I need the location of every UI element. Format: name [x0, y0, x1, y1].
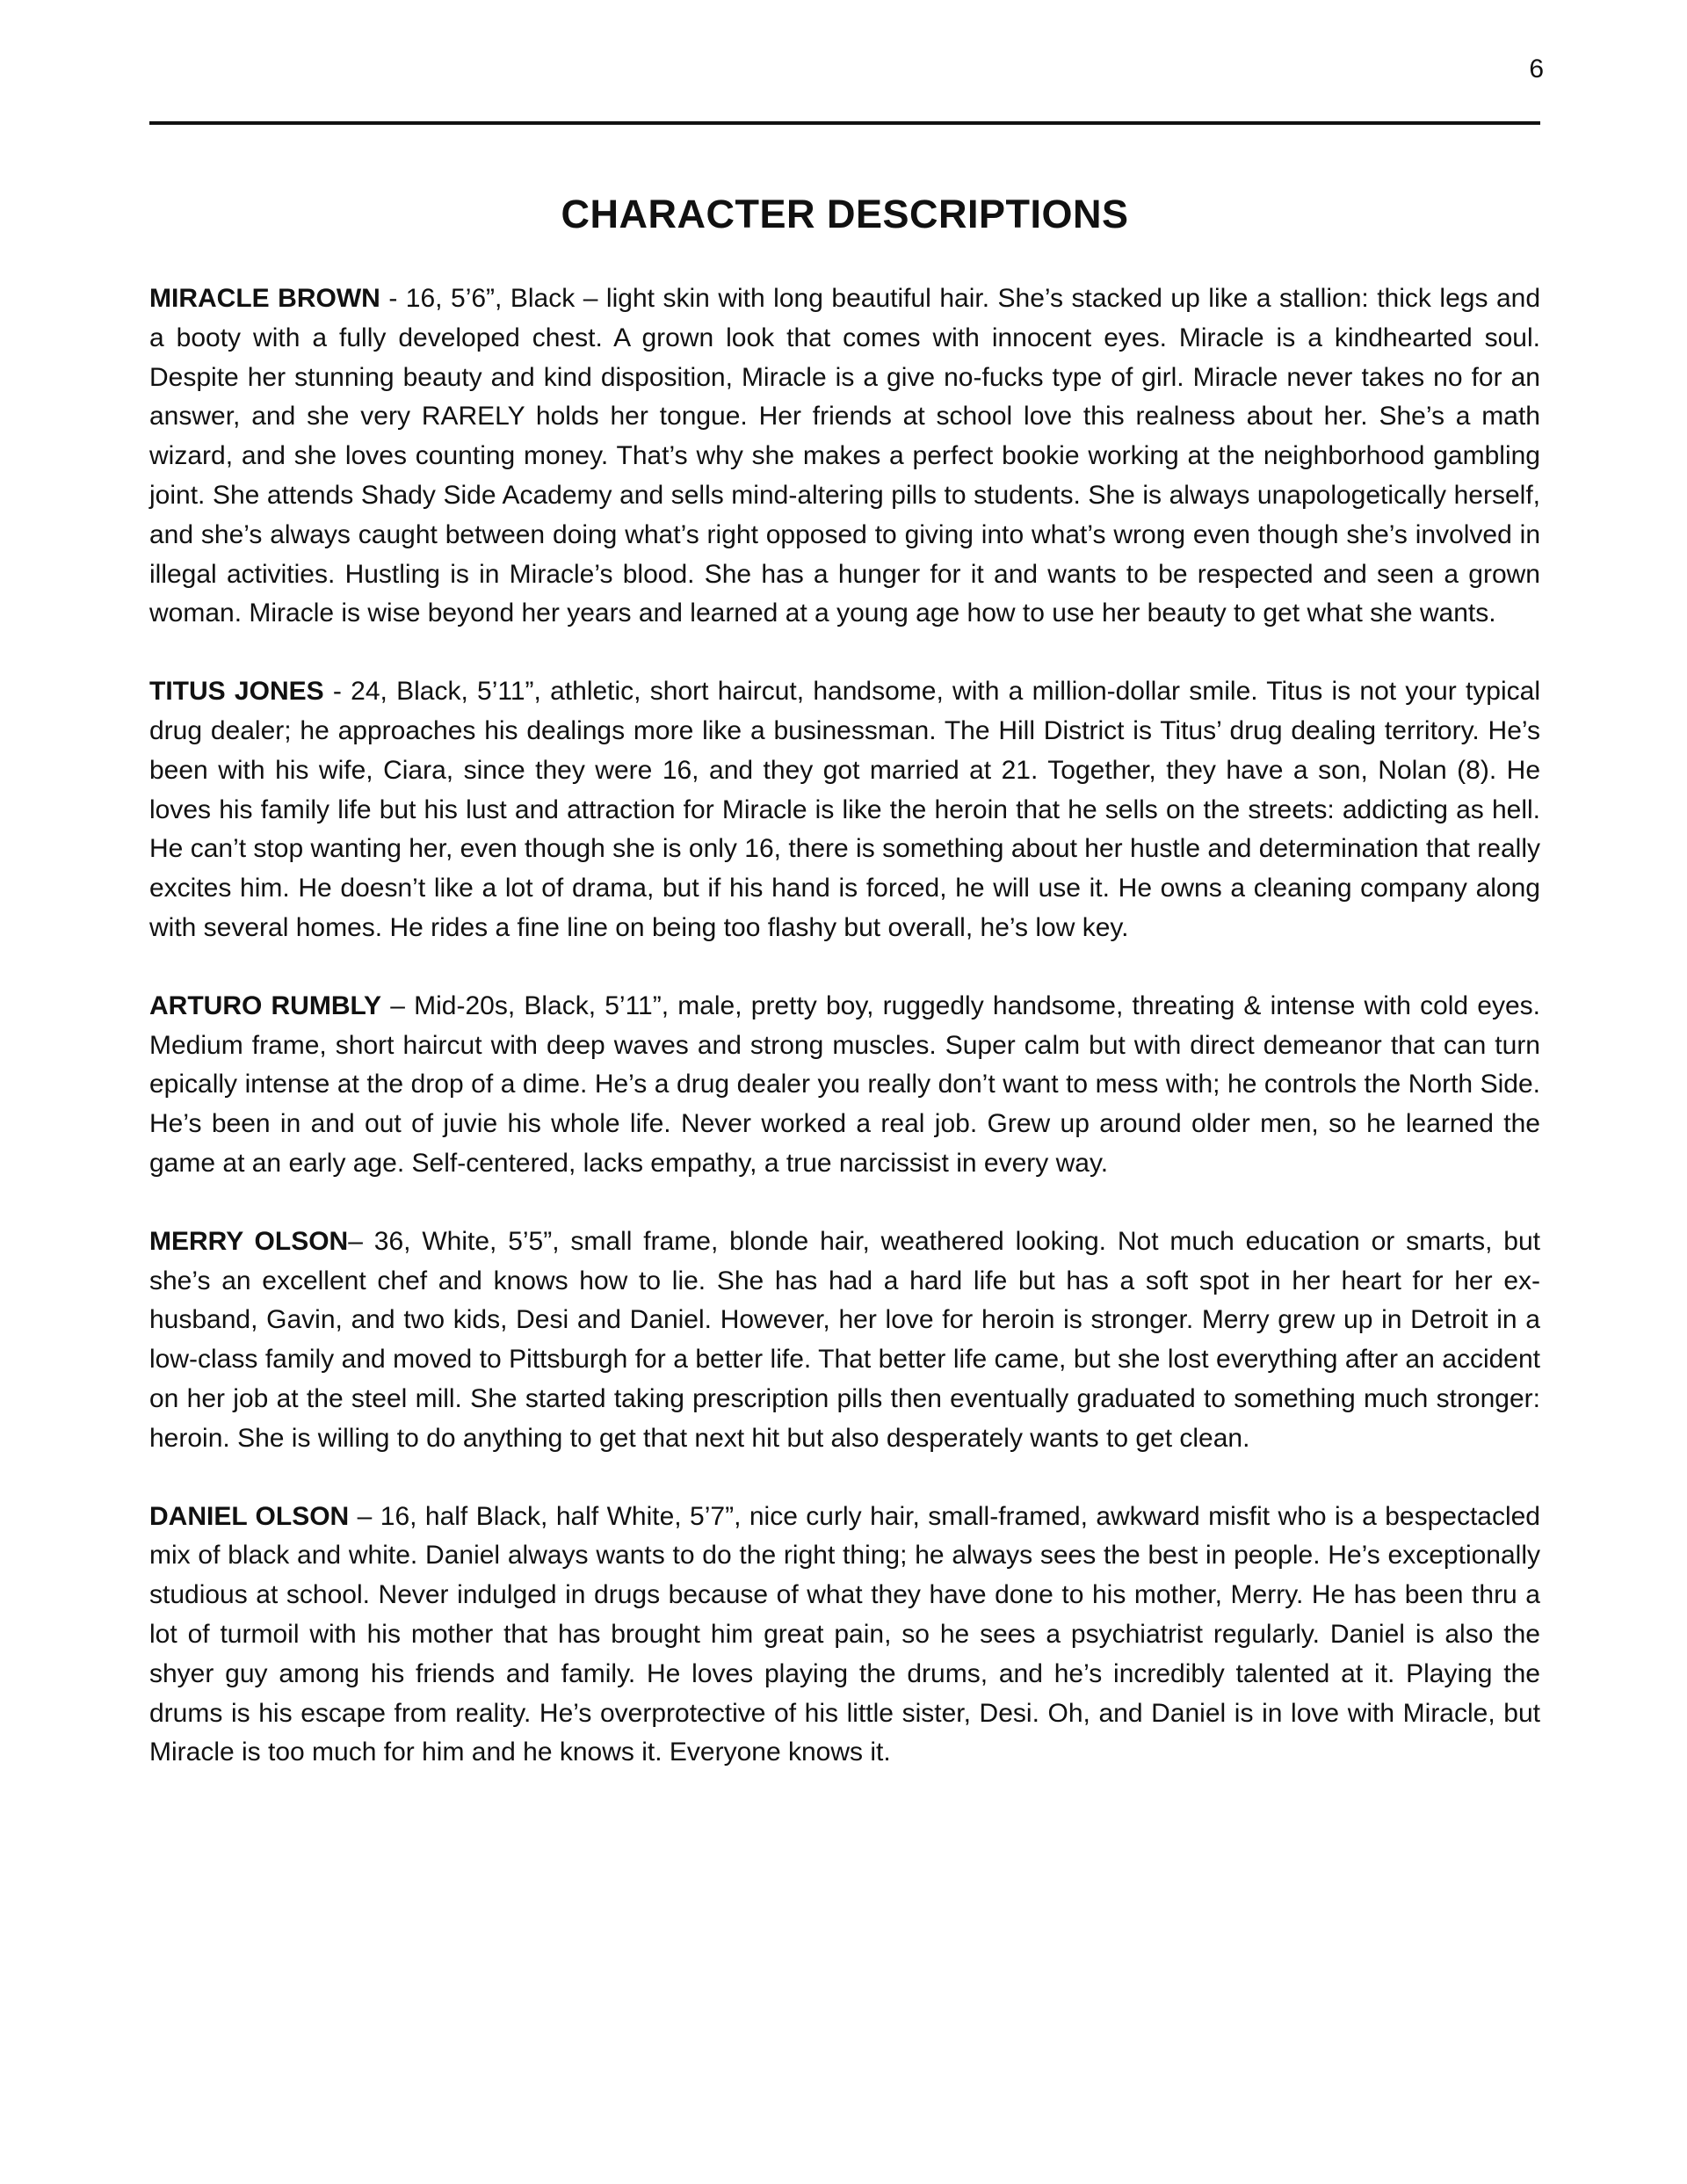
character-description: – 36, White, 5’5”, small frame, blonde hair, weathered looking. Not much education or smarts, but she’s an excellent chef and knows how to lie. She has had a hard life but has a soft spot in her heart for her ex-husband, Gavin, and two kids, Desi and Daniel. However, her love for heroin is stronger. Merry grew up in Detroit in a low-class family and moved to Pittsburgh for a better life. That better life came, but she lost everything after an accident on her job at the steel mill. She started taking prescription pills then eventually graduated to something much stronger: heroin. She is willing to do anything to get that next hit but also desperately wants to get clean. [149, 1226, 1540, 1453]
character-description: - 24, Black, 5’11”, athletic, short haircut, handsome, with a million-dollar smile. Titus is not your typical drug dealer; he approaches his dealings more like a businessman. The Hill District is Titus’ drug dealing territory. He’s been with his wife, Ciara, since they were 16, and they got married at 21. Together, they have a son, Nolan (8). He loves his family life but his lust and attraction for Miracle is like the heroin that he sells on the streets: addicting as hell. He can’t stop wanting her, even though she is only 16, there is something about her hustle and determination that really excites him. He doesn’t like a lot of drama, but if his hand is forced, he will use it. He owns a cleaning company along with several homes. He rides a fine line on being too flashy but overall, he’s low key. [149, 677, 1540, 942]
character-description: – 16, half Black, half White, 5’7”, nice curly hair, small-framed, awkward misfit who is a bespectacled mix of black and white. Daniel always wants to do the right thing; he always sees the best in people. He’s exceptionally studious at school. Never indulged in drugs because of what they have done to his mother, Merry. He has been thru a lot of turmoil with his mother that has brought him great pain, so he sees a psychiatrist regularly. Daniel is also the shyer guy among his friends and family. He loves playing the drums, and he’s incredibly talented at it. Playing the drums is his escape from reality. He’s overprotective of his little sister, Desi. Oh, and Daniel is in love with Miracle, but Miracle is too much for him and he knows it. Everyone knows it. [149, 1501, 1540, 1767]
page-title: CHARACTER DESCRIPTIONS [561, 192, 1129, 236]
character-entry-daniel-olson [149, 1498, 1540, 1774]
character-name: DANIEL OLSON [149, 1501, 350, 1531]
character-entry-merry-olson [149, 1223, 1540, 1459]
character-name: MERRY OLSON [149, 1226, 349, 1256]
character-entry-titus-jones [149, 672, 1540, 948]
character-description: – Mid-20s, Black, 5’11”, male, pretty boy, ruggedly handsome, threating & intense with cold eyes. Medium frame, short haircut with deep waves and strong muscles. Super calm but with direct demeanor that can turn epically intense at the drop of a dime. He’s a drug dealer you really don’t want to mess with; he controls the North Side. He’s been in and out of juvie his whole life. Never worked a real job. Grew up around older men, so he learned the game at an early age. Self-centered, lacks empathy, a true narcissist in every way. [149, 990, 1540, 1178]
character-name: ARTURO RUMBLY [149, 990, 382, 1020]
character-entry-arturo-rumbly [149, 987, 1540, 1184]
character-description: - 16, 5’6”, Black – light skin with long beautiful hair. She’s stacked up like a stallion: thick legs and a booty with a fully developed chest. A grown look that comes with innocent eyes. Miracle is a kindhearted soul. Despite her stunning beauty and kind disposition, Miracle is a give no-fucks type of girl. Miracle never takes no for an answer, and she very RARELY holds her tongue. Her friends at school love this realness about her. She’s a math wizard, and she loves counting money. That’s why she makes a perfect bookie working at the neighborhood gambling joint. She attends Shady Side Academy and sells mind-altering pills to students. She is always unapologetically herself, and she’s always caught between doing what’s right opposed to giving into what’s wrong even though she’s involved in illegal activities. Hustling is in Miracle’s blood. She has a hunger for it and wants to be respected and seen a grown woman. Miracle is wise beyond her years and learned at a young age how to use her beauty to get what she wants. [149, 284, 1541, 628]
character-descriptions [149, 279, 1540, 1811]
character-name: TITUS JONES [149, 677, 324, 707]
header-rule [149, 121, 1540, 125]
page-number: 6 [1529, 54, 1544, 83]
character-name: MIRACLE BROWN [149, 284, 380, 313]
character-entry-miracle-brown [149, 279, 1540, 634]
